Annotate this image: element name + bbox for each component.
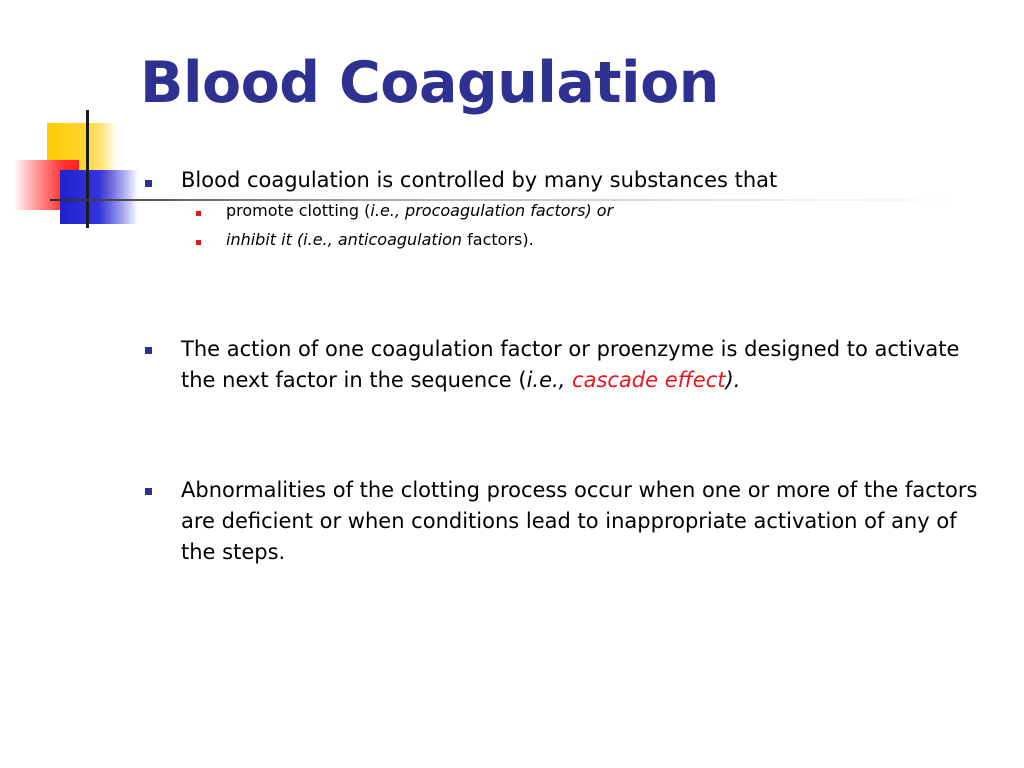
sub-bullet-marker-icon — [196, 211, 201, 216]
slide-title: Blood Coagulation — [140, 50, 719, 116]
bullet-marker-icon — [145, 347, 152, 354]
sub-bullet-1-text-a: promote clotting ( — [226, 201, 371, 220]
bullet-2 — [181, 334, 981, 396]
decor-vertical-line — [86, 110, 89, 228]
bullet-2-text-e: ). — [725, 368, 741, 392]
sub-bullet-2-text-a: inhibit it (i.e., anticoagulation — [226, 230, 463, 249]
sub-bullet-2 — [226, 229, 534, 251]
bullet-marker-icon — [145, 488, 152, 495]
bullet-2-text-a: The action of one coagulation factor or proenzyme is designed to activate the next factor in the sequence ( — [181, 337, 960, 392]
sub-bullet-1 — [226, 200, 613, 222]
bullet-2-highlight: cascade effect — [572, 368, 726, 392]
sub-bullet-2-text-b: factors). — [462, 230, 534, 249]
sub-bullet-1-text-b: i.e., procoagulation factors) or — [370, 201, 614, 220]
bullet-marker-icon — [145, 180, 152, 187]
bullet-1: Blood coagulation is controlled by many substances that — [181, 168, 778, 192]
bullet-3: Abnormalities of the clotting process occur when one or more of the factors are deficient or when conditions lead to inappropriate activation of any of the steps. — [181, 478, 978, 564]
decor-blue-square — [60, 170, 138, 224]
sub-bullet-marker-icon — [196, 240, 201, 245]
bullet-2-text-b: i.e., — [526, 368, 566, 392]
